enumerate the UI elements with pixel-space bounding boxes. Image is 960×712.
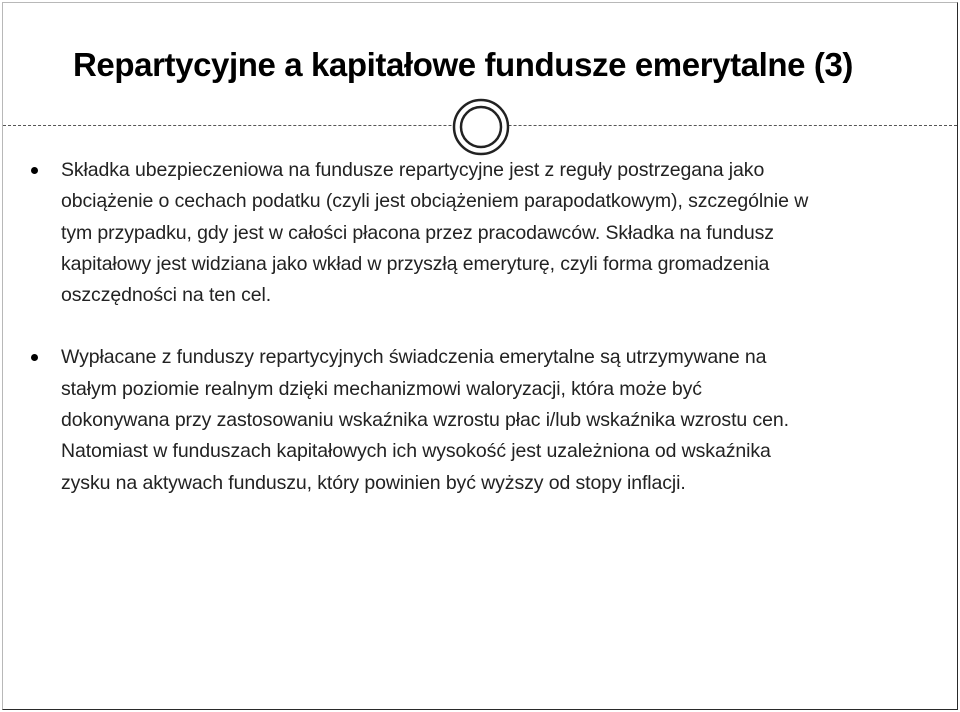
bullet-dot-icon bbox=[31, 354, 38, 361]
bullet-list bbox=[31, 155, 936, 499]
bullet-text-line: obciążenie o cechach podatku (czyli jest obciążeniem parapodatkowym), szczególnie w bbox=[61, 190, 809, 213]
slide bbox=[2, 2, 958, 710]
bullet-text-line: Wypłacane z funduszy repartycyjnych świadczenia emerytalne są utrzymywane na bbox=[61, 346, 767, 369]
bullet-text-line: kapitałowy jest widziana jako wkład w przyszłą emeryturę, czyli forma gromadzenia bbox=[61, 252, 770, 275]
bullet-text-line: zysku na aktywach funduszu, który powinien być wyższy od stopy inflacji. bbox=[61, 471, 686, 494]
bullet-text-line: dokonywana przy zastosowaniu wskaźnika wzrostu płac i/lub wskaźnika wzrostu cen. bbox=[61, 409, 789, 432]
bullet-item-contributions bbox=[31, 155, 936, 311]
bullet-text-line: oszczędności na ten cel. bbox=[61, 284, 272, 307]
bullet-text-line: tym przypadku, gdy jest w całości płacona przez pracodawców. Składka na fundusz bbox=[61, 221, 774, 244]
bullet-text-line: Składka ubezpieczeniowa na fundusze repartycyjne jest z reguły postrzegana jako bbox=[61, 159, 765, 181]
bullet-text-line: stałym poziomie realnym dzięki mechanizmowi waloryzacji, która może być bbox=[61, 377, 702, 400]
bullet-text-line: Natomiast w funduszach kapitałowych ich wysokość jest uzależniona od wskaźnika bbox=[61, 440, 771, 463]
bullet-dot-icon bbox=[31, 167, 38, 174]
slide-title: Repartycyjne a kapitałowe fundusze emerytalne (3) bbox=[73, 46, 854, 83]
bullet-item-benefits bbox=[31, 342, 936, 498]
double-circle-icon bbox=[451, 97, 511, 157]
